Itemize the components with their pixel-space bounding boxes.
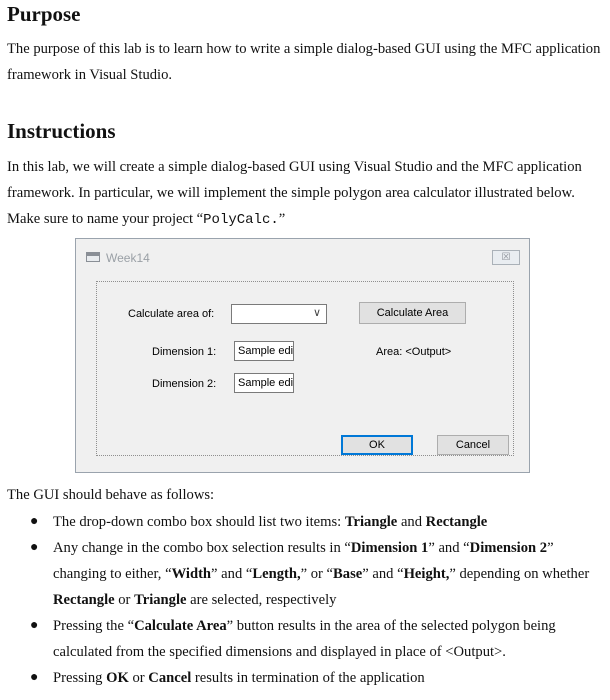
list-item xyxy=(0,665,610,691)
text: Pressing the “ xyxy=(53,618,135,634)
text: Length, xyxy=(252,566,301,582)
text: Triangle xyxy=(344,514,398,530)
chevron-down-icon: ∨ xyxy=(312,307,321,319)
text: Rectangle xyxy=(425,514,488,530)
purpose-heading: Purpose xyxy=(7,2,81,26)
dimension-2-label: Dimension 2: xyxy=(152,378,217,390)
text: ” depending on whether xyxy=(449,566,590,582)
calculate-area-button[interactable]: Calculate Area xyxy=(359,302,466,324)
text: or xyxy=(114,592,135,608)
bullet-icon: ● xyxy=(30,514,39,529)
dialog-title-bar xyxy=(76,239,529,269)
text: ” or “ xyxy=(300,566,334,582)
shape-combo-box[interactable] xyxy=(231,304,327,324)
text: Height, xyxy=(403,566,450,582)
behavior-list xyxy=(0,509,610,691)
text: Dimension 2 xyxy=(469,540,548,556)
text: Triangle xyxy=(134,592,187,608)
instructions-text xyxy=(7,154,603,233)
window-icon xyxy=(86,252,100,262)
dialog-screenshot xyxy=(75,238,530,473)
calculate-area-label: Calculate area of: xyxy=(128,308,215,320)
text: OK xyxy=(106,670,129,686)
dimension-1-input[interactable]: Sample edi xyxy=(234,341,294,361)
list-item xyxy=(0,535,610,613)
cancel-button[interactable]: Cancel xyxy=(437,435,509,455)
text: and xyxy=(397,514,426,530)
text: Base xyxy=(333,566,363,582)
close-icon[interactable]: ☒ xyxy=(492,250,520,265)
instructions-heading: Instructions xyxy=(7,119,116,143)
text: are selected, respectively xyxy=(186,592,337,608)
ok-button[interactable]: OK xyxy=(341,435,413,455)
behavior-intro: The GUI should behave as follows: xyxy=(7,487,215,503)
bullet-icon: ● xyxy=(30,540,39,555)
text: Calculate Area xyxy=(134,618,227,634)
text: Width xyxy=(171,566,212,582)
text: Pressing xyxy=(53,670,107,686)
dimension-1-label: Dimension 1: xyxy=(152,346,217,358)
bullet-icon: ● xyxy=(30,670,39,685)
project-name: PolyCalc. xyxy=(203,212,279,228)
instructions-text-before: In this lab, we will create a simple dialog-based GUI using Visual Studio and the MFC application framework. In particular, we will implement the simple polygon area calculator illustrated below. Make sure to name your project “ xyxy=(7,159,582,227)
text: Dimension 1 xyxy=(350,540,429,556)
dimension-2-input[interactable]: Sample edi xyxy=(234,373,294,393)
list-item xyxy=(0,613,610,665)
purpose-text: The purpose of this lab is to learn how to write a simple dialog-based GUI using the MFC application framework in Visual Studio. xyxy=(7,41,601,83)
text: ” and “ xyxy=(211,566,253,582)
text: ” button results in the area of the selected polygon being calculated from the specified dimensions and displayed in place of <Output>. xyxy=(53,618,556,660)
text: results in termination of the application xyxy=(191,670,425,686)
text: Cancel xyxy=(148,670,192,686)
text: ” and “ xyxy=(362,566,404,582)
text: The drop-down combo box should list two items: xyxy=(53,514,345,530)
text: Rectangle xyxy=(53,592,115,608)
area-output: Area: <Output> xyxy=(376,346,452,358)
text: ” changing to either, “ xyxy=(53,540,554,582)
instructions-text-after: ” xyxy=(278,211,286,227)
list-item xyxy=(0,509,610,535)
dialog-title: Week14 xyxy=(106,251,150,265)
text: or xyxy=(128,670,149,686)
bullet-icon: ● xyxy=(30,618,39,633)
text: Any change in the combo box selection results in “ xyxy=(53,540,351,556)
text: ” and “ xyxy=(428,540,470,556)
